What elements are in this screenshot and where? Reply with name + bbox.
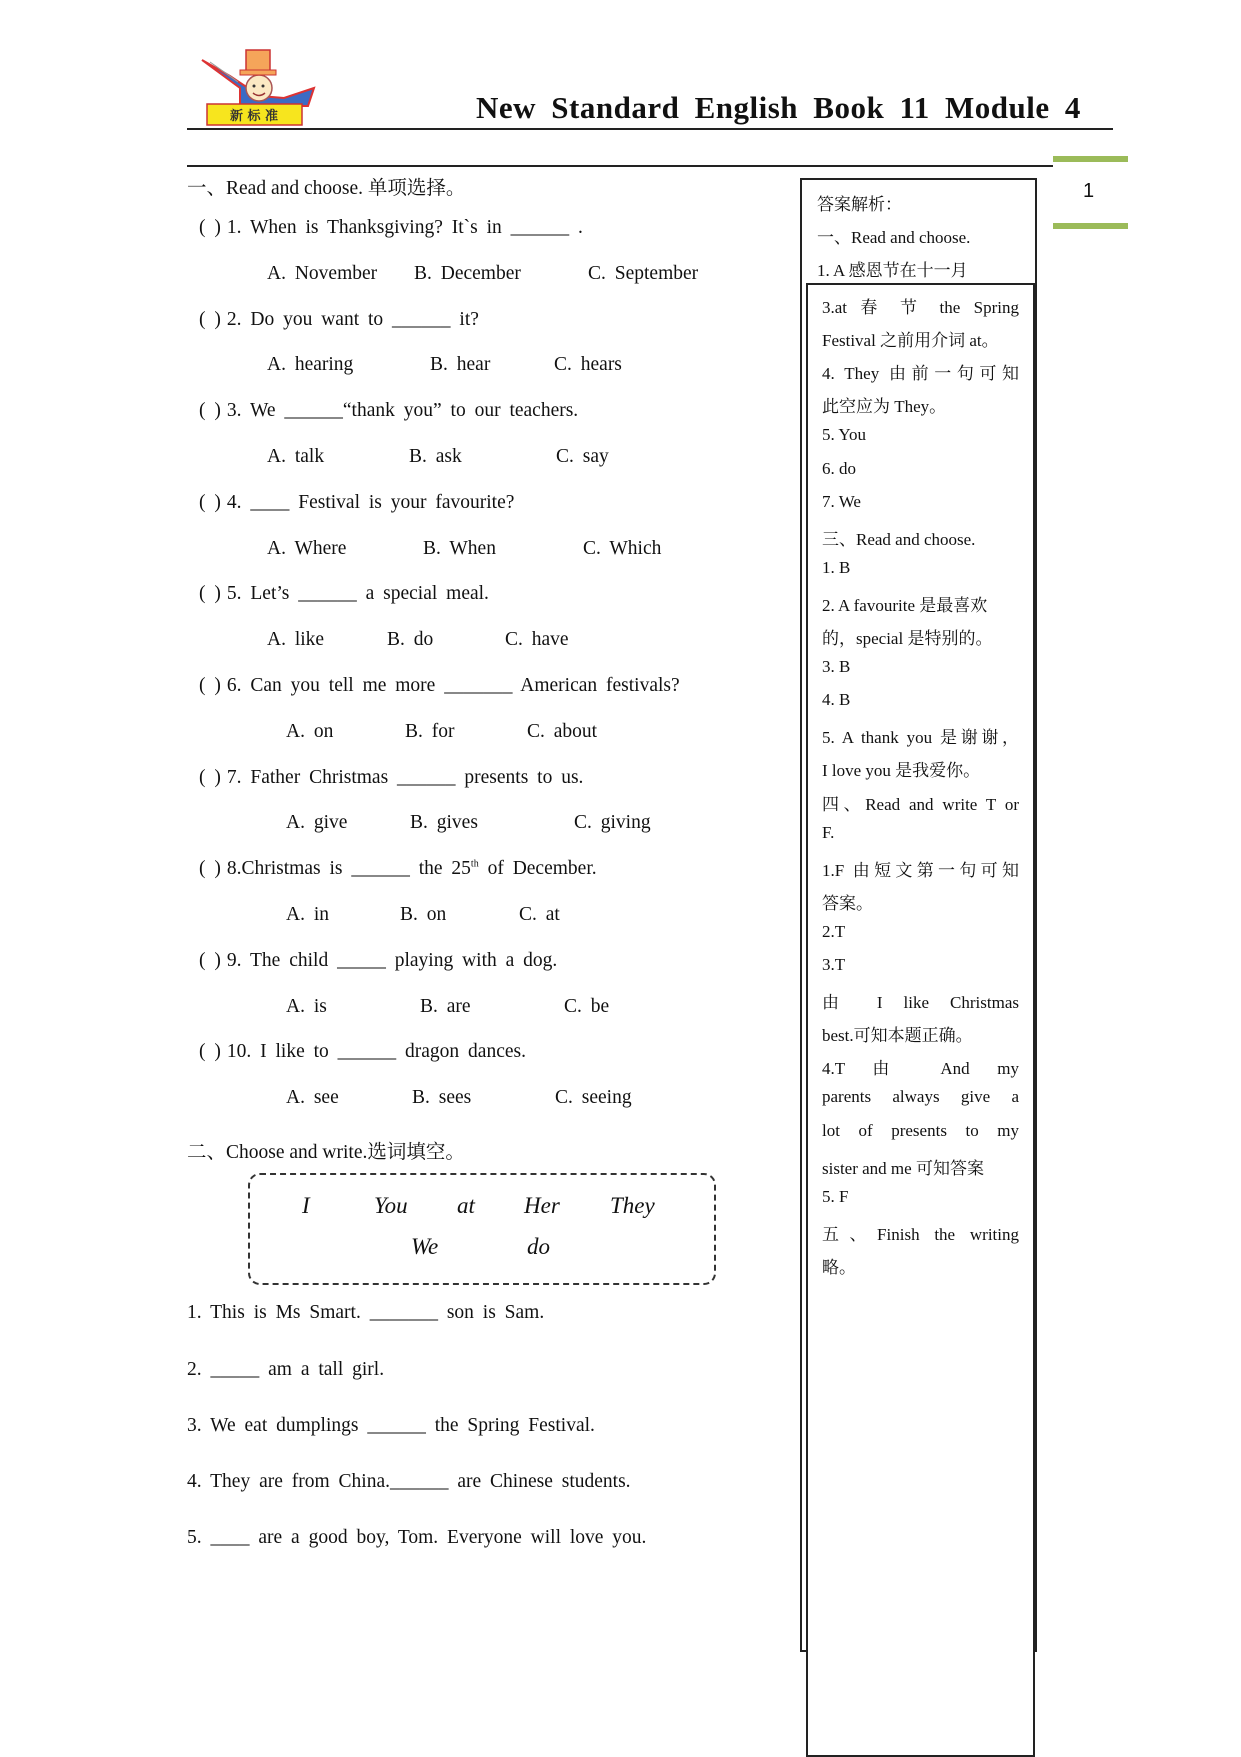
answer-line: 1.F 由短文第一句可知: [822, 860, 1019, 880]
question-text: 5. Let’s ______ a special meal.: [226, 583, 489, 605]
answer-line: 1. A 感恩节在十一月: [817, 261, 968, 280]
answer-line: sister and me 可知答案: [822, 1158, 984, 1178]
option-c[interactable]: C. seeing: [555, 1087, 632, 1109]
option-b[interactable]: B. gives: [410, 812, 478, 834]
header-rule: [187, 128, 1113, 130]
question-row: [199, 1041, 526, 1063]
answer-line: 三、Read and choose.: [822, 529, 976, 549]
answer-line: F.: [822, 822, 835, 842]
question-text: 1. When is Thanksgiving? It`s in ______ .: [226, 217, 583, 238]
option-a[interactable]: A. November: [267, 262, 378, 284]
answer-line: 2. A favourite 是最喜欢: [822, 595, 988, 615]
answer-line: 6. do: [822, 458, 856, 478]
answer-paren[interactable]: ( ): [199, 949, 221, 971]
answer-line: 四、Read and write T or: [822, 794, 1019, 814]
option-a[interactable]: A. Where: [267, 537, 347, 559]
answer-line: parents always give a: [822, 1087, 1019, 1107]
option-b[interactable]: B. sees: [412, 1087, 472, 1109]
section1-heading: 一、Read and choose. 单项选择。: [187, 178, 466, 199]
question-row: [199, 767, 583, 789]
logo-image: [200, 48, 318, 126]
question-text-part: 8.Christmas is ______ the 25: [226, 858, 471, 880]
answer-line: 1. B: [822, 557, 851, 577]
option-b[interactable]: B. for: [405, 720, 455, 742]
option-c[interactable]: C. say: [556, 446, 609, 467]
answer-paren[interactable]: ( ): [199, 675, 221, 696]
option-a[interactable]: A. hearing: [267, 354, 354, 376]
option-b[interactable]: B. When: [423, 537, 496, 559]
answer-line: 此空应为 They。: [822, 397, 947, 417]
question-text-part: of December.: [478, 858, 597, 880]
option-a[interactable]: A. talk: [267, 446, 325, 467]
option-c[interactable]: C. have: [505, 629, 569, 651]
answer-paren[interactable]: ( ): [199, 308, 221, 330]
answer-paren[interactable]: ( ): [199, 1041, 221, 1063]
answer-line: 4.T 由 And my: [822, 1059, 1019, 1079]
word-bank-item: We: [411, 1234, 439, 1259]
logo-text: 新 标 准: [229, 109, 279, 124]
fill-sentence: 3. We eat dumplings ______ the Spring Festival.: [187, 1415, 595, 1436]
answer-line: 五、Finish the writing: [822, 1224, 1019, 1244]
question-text: 9. The child _____ playing with a dog.: [226, 949, 558, 971]
option-b[interactable]: B. December: [414, 262, 521, 284]
option-a[interactable]: A. on: [286, 720, 334, 742]
answer-heading: 答案解析：: [817, 195, 902, 214]
option-c[interactable]: C. at: [519, 904, 560, 925]
fill-sentence: 4. They are from China.______ are Chinese students.: [187, 1471, 631, 1492]
answer-paren[interactable]: ( ): [199, 766, 221, 788]
answer-line: Festival 之前用介词 at。: [822, 331, 999, 351]
word-bank-item: You: [374, 1193, 408, 1218]
answer-line: 2.T: [822, 921, 846, 941]
option-b[interactable]: B. do: [387, 629, 434, 651]
answer-line: 3.T: [822, 955, 846, 974]
option-b[interactable]: B. ask: [409, 446, 462, 467]
answer-line: best.可知本题正确。: [822, 1026, 973, 1046]
option-a[interactable]: A. in: [286, 904, 329, 925]
question-text: 2. Do you want to ______ it?: [226, 308, 479, 330]
question-row: [199, 400, 578, 422]
fill-sentence: 2. _____ am a tall girl.: [187, 1359, 385, 1380]
option-b[interactable]: B. are: [420, 995, 471, 1017]
answer-line: 略。: [822, 1257, 856, 1277]
answer-line: 5. F: [822, 1186, 849, 1206]
header-rule-lower: [187, 165, 1053, 167]
superscript: th: [470, 858, 479, 870]
option-b[interactable]: B. on: [400, 904, 447, 925]
question-row: [199, 858, 597, 880]
answer-line: 3.at 春 节 the Spring: [822, 298, 1019, 317]
answer-line: lot of presents to my: [822, 1120, 1019, 1140]
question-text: 4. ____ Festival is your favourite?: [226, 491, 515, 513]
publisher-logo: [200, 48, 318, 126]
option-c[interactable]: C. about: [527, 720, 598, 742]
page-number-bar-top: [1053, 156, 1128, 162]
answer-line: 由 I like Christmas: [822, 993, 1019, 1013]
option-c[interactable]: C. Which: [583, 537, 662, 559]
word-bank-box: [248, 1173, 716, 1285]
page-number-bar-bottom: [1053, 223, 1128, 229]
question-text: [227, 858, 597, 879]
page-number: 1: [1083, 180, 1095, 202]
answer-paren[interactable]: ( ): [199, 858, 221, 880]
question-row: [199, 583, 489, 605]
answer-line: 答案。: [822, 893, 873, 913]
answer-paren[interactable]: ( ): [199, 217, 221, 238]
option-b[interactable]: B. hear: [430, 354, 491, 376]
option-c[interactable]: C. September: [588, 262, 699, 284]
answer-line: 5. A thank you 是谢谢，: [822, 728, 1019, 748]
option-a[interactable]: A. give: [286, 812, 348, 834]
option-a[interactable]: A. is: [286, 995, 327, 1017]
word-bank-item: I: [302, 1193, 310, 1218]
question-row: [199, 309, 479, 331]
answer-paren[interactable]: ( ): [199, 400, 221, 422]
option-c[interactable]: C. be: [564, 995, 610, 1017]
question-text: 7. Father Christmas ______ presents to us.: [226, 766, 584, 788]
word-bank-item: Her: [524, 1193, 560, 1218]
answer-paren[interactable]: ( ): [199, 583, 221, 605]
word-bank-item: do: [527, 1234, 550, 1259]
question-text: 6. Can you tell me more _______ American festivals?: [226, 675, 680, 696]
answer-line: 5. You: [822, 425, 866, 445]
answer-line: 的，special 是特别的。: [822, 629, 993, 648]
word-bank-item: at: [457, 1193, 475, 1218]
answer-box-inner: [806, 283, 1035, 1757]
word-bank-item: They: [610, 1193, 655, 1218]
answer-line: 一、Read and choose.: [817, 228, 971, 247]
document-title: New Standard English Book 11 Module 4: [476, 90, 1081, 125]
question-row: [199, 217, 583, 239]
answer-line: 3. B: [822, 657, 851, 677]
section2-heading: 二、Choose and write.选词填空。: [187, 1142, 465, 1163]
fill-sentence: 1. This is Ms Smart. _______ son is Sam.: [187, 1302, 545, 1323]
answer-line: I love you 是我爱你。: [822, 761, 981, 781]
option-a[interactable]: A. see: [286, 1087, 339, 1109]
option-c[interactable]: C. giving: [574, 812, 651, 834]
answer-line: 4. They 由前一句可知: [822, 364, 1019, 384]
question-row: [199, 492, 514, 514]
answer-line: 7. We: [822, 491, 861, 511]
option-c[interactable]: C. hears: [554, 354, 622, 376]
fill-sentence: 5. ____ are a good boy, Tom. Everyone will love you.: [187, 1527, 647, 1548]
answer-line: 4. B: [822, 690, 851, 710]
question-text: 3. We ______“thank you” to our teachers.: [226, 400, 579, 422]
question-row: [199, 675, 680, 697]
option-a[interactable]: A. like: [267, 629, 325, 651]
answer-paren[interactable]: ( ): [199, 491, 221, 513]
question-text: 10. I like to ______ dragon dances.: [226, 1041, 526, 1063]
question-row: [199, 950, 557, 972]
